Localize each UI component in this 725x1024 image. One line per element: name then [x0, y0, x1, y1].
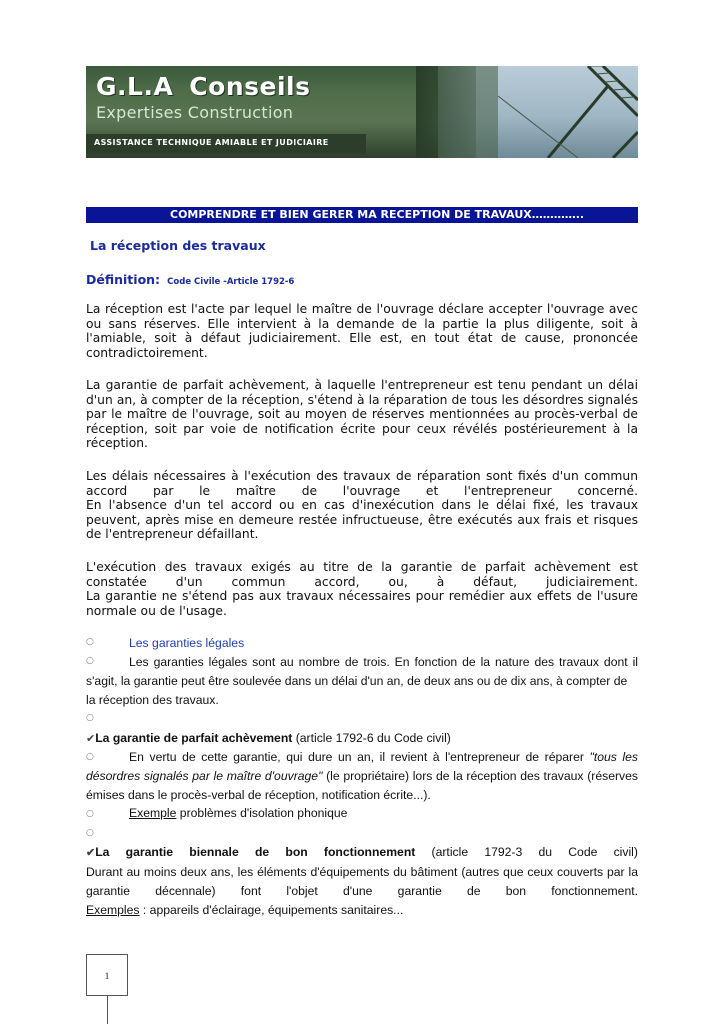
circle-bullet-icon: ○ [86, 656, 94, 666]
gbf-heading-line [86, 843, 638, 863]
gpa-line: émises dans le procès-verbal de réception, notification écrite...). [86, 788, 431, 802]
legal-intro-line: la réception des travaux. [86, 693, 219, 707]
paragraph-line: La garantie de parfait achèvement, à laquelle l'entrepreneur est tenu pendant un délai [86, 378, 638, 392]
document-heading: COMPRENDRE ET BIEN GERER MA RECEPTION DE TRAVAUX………….. [170, 208, 585, 221]
page-number-connector [107, 996, 108, 1024]
example-label: Exemple [129, 806, 177, 820]
paragraph-line: normale ou de l'usage. [86, 603, 227, 618]
gbf-word: garantie [125, 845, 174, 859]
legal-intro [86, 653, 638, 710]
paragraph-line: En l'absence d'un tel accord ou en cas d'inexécution dans le délai fixé, les travaux [86, 498, 638, 513]
header-banner [86, 66, 638, 158]
paragraph-line: peuvent, après mise en demeure restée infructueuse, être exécutés aux frais et risques [86, 512, 638, 527]
paragraph-line: de l'entrepreneur défaillant. [86, 527, 259, 542]
checkmark-icon: ✔ [86, 847, 96, 859]
paragraph-reception [86, 302, 638, 360]
paragraph-line: L'exécution des travaux exigés au titre de la garantie de parfait achèvement est [86, 560, 638, 574]
example-line [129, 806, 347, 820]
circle-bullet-icon: ○ [86, 752, 94, 762]
gpa-heading [86, 731, 451, 745]
gpa-line [86, 767, 638, 786]
circle-bullet-icon: ○ [86, 713, 94, 723]
example-text: problèmes d'isolation phonique [176, 806, 348, 820]
section-title: La réception des travaux [90, 238, 266, 253]
banner-tagline: ASSISTANCE TECHNIQUE AMIABLE ET JUDICIAIRE [94, 138, 329, 147]
gpa-quote: désordres signalés par le maître d'ouvrage" [86, 769, 323, 783]
gbf-line: garantie décennale) font l'objet d'une garantie de bon fonctionnement. [86, 884, 638, 898]
gpa-title: La garantie de parfait achèvement [95, 731, 293, 745]
gpa-text [86, 748, 638, 805]
paragraph-line: accord par le maître de l'ouvrage et l'entrepreneur concerné. [86, 483, 638, 498]
definition-reference: Code Civile -Article 1792-6 [167, 277, 295, 287]
crane-structure-image [438, 66, 638, 158]
gpa-quote: "tous les [589, 750, 639, 764]
banner-title [96, 72, 310, 101]
examples-text: : appareils d'éclairage, équipements sanitaires... [139, 903, 404, 917]
paragraph-line: constatée d'un commun accord, ou, à défaut, judiciairement. [86, 574, 638, 589]
legal-title: Les garanties légales [129, 636, 245, 650]
gpa-line-text: (le propriétaire) lors de la réception des travaux (réserves [322, 769, 638, 783]
definition-line [86, 269, 294, 288]
gbf-line: Durant au moins deux ans, les éléments d'équipements du bâtiment (autres que ceux couverts par la [86, 865, 638, 879]
gbf-word: de [254, 845, 270, 859]
circle-bullet-icon: ○ [86, 828, 94, 838]
paragraph-garantie [86, 378, 638, 451]
circle-bullet-icon: ○ [86, 637, 94, 647]
legal-intro-line: Les garanties légales sont au nombre de trois. En fonction de la nature des travaux dont il [129, 655, 638, 669]
paragraph-line: Les délais nécessaires à l'exécution des travaux de réparation sont fixés d'un commun [86, 469, 638, 483]
paragraph-delais [86, 469, 638, 542]
examples-line [86, 901, 638, 920]
banner-subtitle: Expertises Construction [96, 103, 294, 122]
gbf-ref-word: (article [431, 845, 469, 859]
gbf-ref-word: Code [568, 845, 598, 859]
gpa-reference: (article 1792-6 du Code civil) [292, 731, 451, 745]
paragraph-line: La garantie ne s'étend pas aux travaux nécessaires pour remédier aux effets de l'usure [86, 589, 638, 604]
paragraph-line: ou sans réserves. Elle intervient à la demande de la partie la plus diligente, soit à [86, 316, 638, 331]
banner-title-conseils: Conseils [189, 72, 311, 101]
gbf-ref-word: civil) [613, 845, 638, 859]
definition-label: Définition: [86, 272, 161, 287]
paragraph-line: contradictoirement. [86, 345, 208, 360]
document-heading-bar [86, 207, 638, 223]
banner-title-gla: G.L.A [96, 72, 174, 101]
gbf-ref-word: 1792-3 [484, 845, 523, 859]
gbf-word: bon [285, 845, 308, 859]
gbf-word: biennale [189, 845, 239, 859]
gpa-line [86, 748, 638, 767]
paragraph-line: l'amiable, soit à défaut judiciairement. Elle est, en tout état de cause, prononcée [86, 331, 638, 346]
circle-bullet-icon: ○ [86, 809, 94, 819]
gbf-text [86, 843, 638, 920]
legal-intro-line: s'agit, la garantie peut être soulevée dans un délai d'un an, de deux ans ou de dix ans, à compter de [86, 674, 628, 688]
gpa-line-text: En vertu de cette garantie, qui dure un an, il revient à l'entrepreneur de réparer [129, 750, 590, 764]
gbf-ref-word: du [538, 845, 553, 859]
page-number-box [86, 954, 128, 996]
paragraph-line: La réception est l'acte par lequel le maître de l'ouvrage déclare accepter l'ouvrage avec [86, 302, 638, 316]
paragraph-line: par le maître de l'ouvrage, soit au moyen de réserves mentionnées au procès-verbal de [86, 407, 638, 422]
page-number: 1 [104, 971, 110, 981]
gbf-title-word [86, 843, 109, 863]
gbf-word: La [95, 845, 110, 859]
checkmark-icon: ✔ [86, 733, 96, 745]
examples-label: Exemples [86, 903, 140, 917]
paragraph-line: réception. [86, 436, 148, 451]
gbf-word: fonctionnement [323, 845, 416, 859]
paragraph-line: d'un an, à compter de la réception, s'étend à la réparation de tous les désordres signalés [86, 392, 638, 407]
paragraph-line: réception, soit par voie de notification écrite pour ceux révélés postérieurement à la [86, 421, 638, 436]
paragraph-execution [86, 560, 638, 618]
